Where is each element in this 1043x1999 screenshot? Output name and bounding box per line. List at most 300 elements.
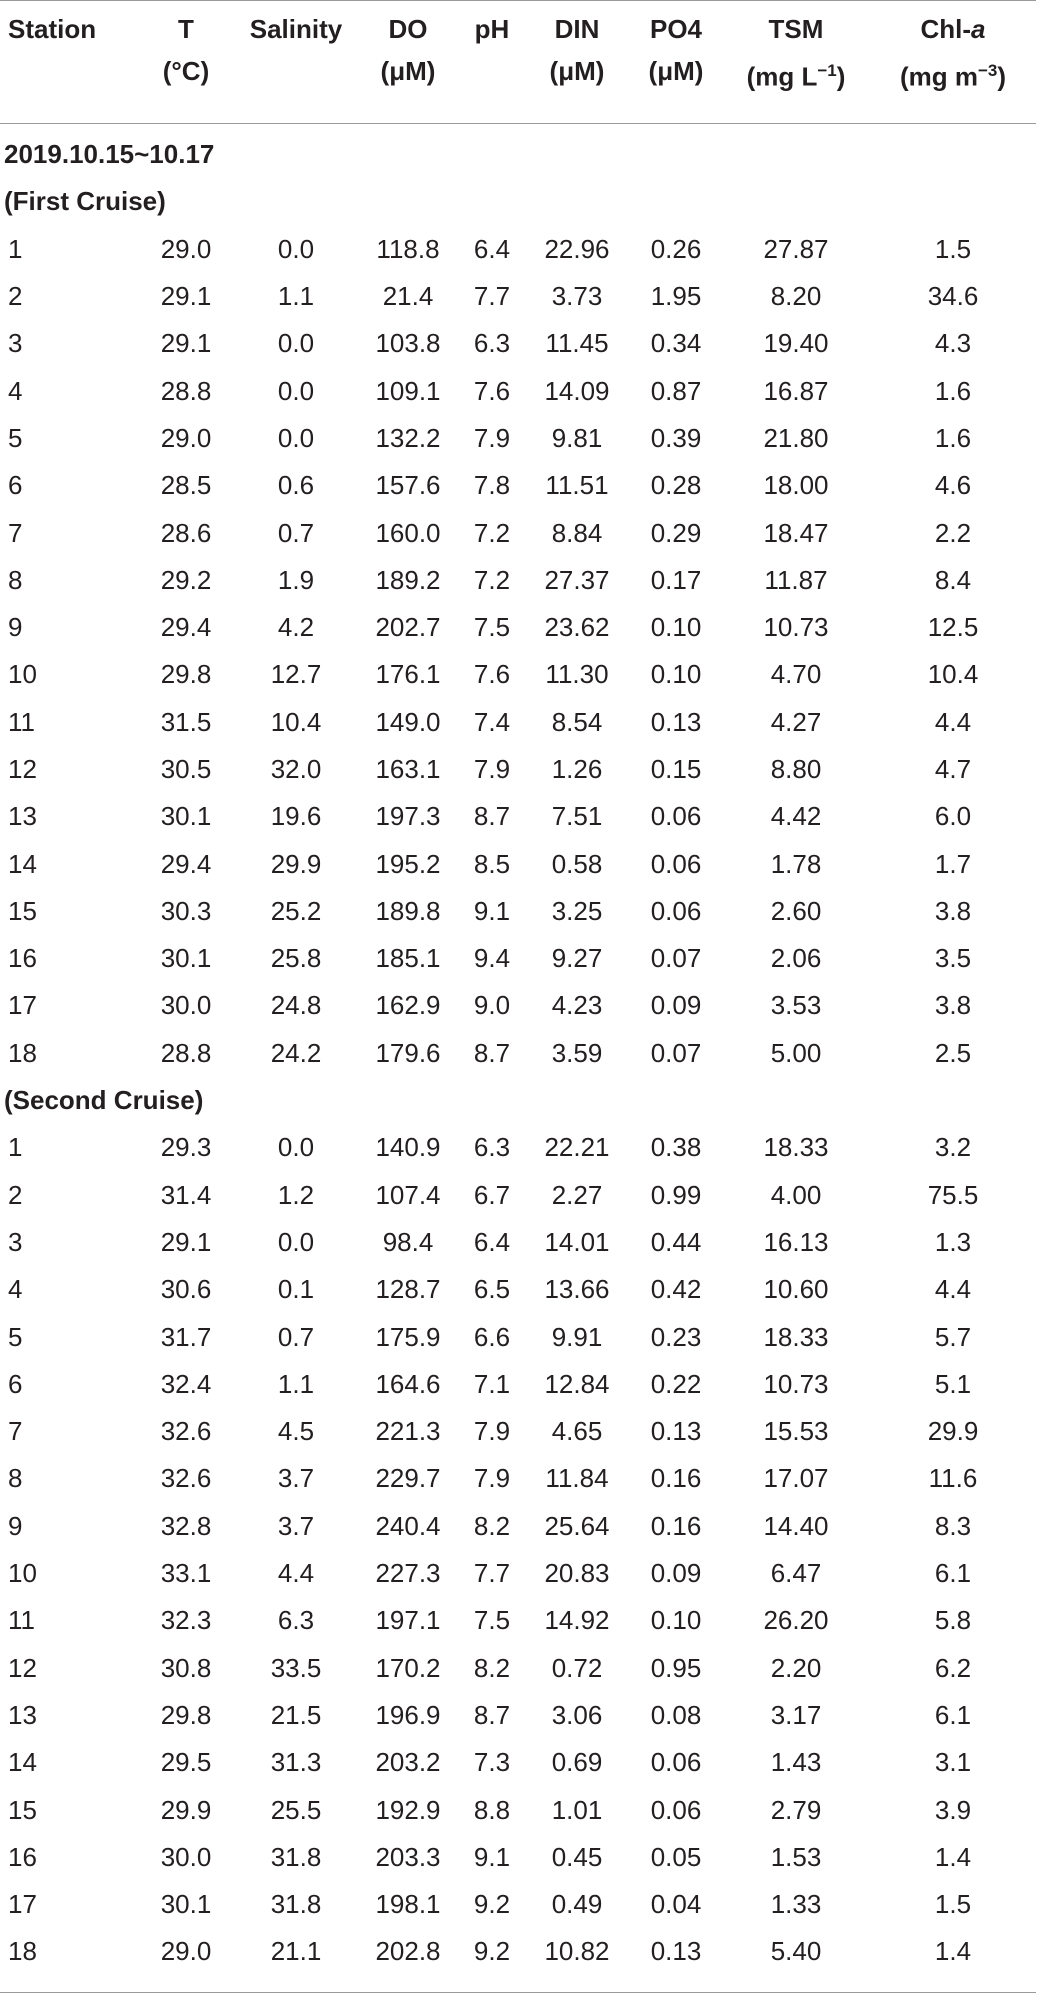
cell-din: 20.83 xyxy=(544,1558,610,1589)
table-row xyxy=(0,1455,1036,1502)
cell-ph: 7.7 xyxy=(473,281,511,312)
cell-do: 195.2 xyxy=(375,848,441,879)
cell-po4: 1.95 xyxy=(650,281,702,312)
cell-t: 29.4 xyxy=(160,848,212,879)
cell-salinity: 33.5 xyxy=(270,1652,322,1683)
cell-ph: 7.2 xyxy=(473,517,511,548)
table-row xyxy=(0,1645,1036,1692)
bottom-rule xyxy=(0,1992,1036,1993)
table-body xyxy=(0,121,1036,1976)
cell-chl-a: 10.4 xyxy=(927,659,979,690)
cell-t: 32.6 xyxy=(160,1463,212,1494)
table-row xyxy=(0,1597,1036,1644)
cell-t: 28.5 xyxy=(160,470,212,501)
cell-din: 3.25 xyxy=(551,895,603,926)
cell-station: 12 xyxy=(8,754,37,784)
cell-do: 140.9 xyxy=(375,1132,441,1163)
cell-salinity: 6.3 xyxy=(277,1605,315,1636)
cell-station: 2 xyxy=(8,281,23,312)
cell-tsm: 10.60 xyxy=(763,1274,829,1305)
cell-station: 6 xyxy=(8,470,23,501)
table-row xyxy=(0,1030,1036,1077)
cell-din: 12.84 xyxy=(544,1368,610,1399)
col-header-salinity: Salinity xyxy=(249,14,343,44)
cell-chl-a: 1.5 xyxy=(934,233,972,264)
table-row xyxy=(0,840,1036,887)
cell-salinity: 21.1 xyxy=(270,1936,322,1967)
cell-po4: 0.26 xyxy=(650,233,702,264)
cell-po4: 0.17 xyxy=(650,564,702,595)
cell-din: 3.06 xyxy=(551,1699,603,1730)
cell-tsm: 4.70 xyxy=(770,659,822,690)
cell-chl-a: 1.4 xyxy=(934,1841,972,1872)
cell-din: 0.45 xyxy=(551,1841,603,1872)
cell-po4: 0.16 xyxy=(650,1463,702,1494)
cell-salinity: 0.0 xyxy=(277,1132,315,1163)
cell-ph: 8.2 xyxy=(473,1510,511,1541)
cell-po4: 0.06 xyxy=(650,895,702,926)
cell-station: 17 xyxy=(8,990,37,1021)
cell-tsm: 19.40 xyxy=(763,328,829,359)
cell-tsm: 27.87 xyxy=(763,233,829,264)
table-row xyxy=(0,793,1036,840)
cell-po4: 0.28 xyxy=(650,470,702,501)
cell-t: 29.1 xyxy=(160,1226,212,1257)
cell-salinity: 31.8 xyxy=(270,1841,322,1872)
cell-tsm: 4.00 xyxy=(770,1179,822,1210)
cell-do: 198.1 xyxy=(375,1889,441,1920)
cell-t: 30.3 xyxy=(160,895,212,926)
cell-t: 30.5 xyxy=(160,754,212,784)
cell-chl-a: 12.5 xyxy=(927,612,979,643)
cell-tsm: 15.53 xyxy=(763,1416,829,1447)
cell-salinity: 0.0 xyxy=(277,1226,315,1257)
cell-ph: 6.5 xyxy=(473,1274,511,1305)
cell-tsm: 14.40 xyxy=(763,1510,829,1541)
cell-ph: 8.7 xyxy=(473,1037,511,1068)
cell-t: 29.1 xyxy=(160,328,212,359)
table-row xyxy=(0,935,1036,982)
cell-din: 14.09 xyxy=(544,375,610,406)
cell-ph: 7.5 xyxy=(473,612,511,643)
table-row xyxy=(0,1219,1036,1266)
cell-tsm: 5.00 xyxy=(770,1037,822,1068)
cell-din: 13.66 xyxy=(544,1274,610,1305)
cell-ph: 8.8 xyxy=(473,1794,511,1825)
cell-station: 10 xyxy=(8,659,37,690)
cell-do: 21.4 xyxy=(382,281,434,312)
cell-do: 203.2 xyxy=(375,1747,441,1778)
cell-do: 107.4 xyxy=(375,1179,441,1210)
table-row xyxy=(0,1266,1036,1313)
table-row xyxy=(0,1408,1036,1455)
cell-t: 31.4 xyxy=(160,1179,212,1210)
cell-ph: 7.8 xyxy=(473,470,511,501)
cell-tsm: 2.79 xyxy=(770,1794,822,1825)
cell-ph: 7.5 xyxy=(473,1605,511,1636)
cell-din: 3.73 xyxy=(551,281,603,312)
cell-salinity: 19.6 xyxy=(270,801,322,832)
cell-t: 32.6 xyxy=(160,1416,212,1447)
cell-station: 14 xyxy=(8,848,37,879)
cell-tsm: 10.73 xyxy=(763,612,829,643)
cell-do: 118.8 xyxy=(376,233,440,264)
cell-station: 8 xyxy=(8,564,23,595)
cell-ph: 8.5 xyxy=(473,848,511,879)
cell-po4: 0.44 xyxy=(650,1226,702,1257)
table-row xyxy=(0,462,1036,509)
cell-po4: 0.06 xyxy=(650,1794,702,1825)
cell-chl-a: 4.4 xyxy=(934,1274,972,1305)
cell-po4: 0.99 xyxy=(650,1179,702,1210)
cell-po4: 0.38 xyxy=(650,1132,702,1163)
cell-station: 12 xyxy=(8,1652,37,1683)
section-date-row xyxy=(0,121,1036,178)
table-row xyxy=(0,1124,1036,1171)
cell-ph: 7.3 xyxy=(473,1747,511,1778)
cell-tsm: 18.00 xyxy=(763,470,829,501)
cell-chl-a: 5.7 xyxy=(934,1321,972,1352)
cell-station: 3 xyxy=(8,1226,23,1257)
cell-salinity: 25.2 xyxy=(270,895,322,926)
cell-salinity: 0.1 xyxy=(277,1274,315,1305)
cell-po4: 0.06 xyxy=(650,1747,702,1778)
cell-din: 9.27 xyxy=(551,943,603,974)
table-row xyxy=(0,367,1036,414)
cell-salinity: 0.6 xyxy=(277,470,315,501)
cell-do: 221.3 xyxy=(375,1416,441,1447)
cell-salinity: 0.7 xyxy=(277,517,315,548)
cell-ph: 7.7 xyxy=(473,1558,511,1589)
cell-do: 162.9 xyxy=(375,990,441,1021)
cell-tsm: 10.73 xyxy=(763,1368,829,1399)
cell-tsm: 18.33 xyxy=(763,1321,829,1352)
cell-t: 29.0 xyxy=(160,233,212,264)
cell-ph: 7.9 xyxy=(473,1416,511,1447)
cell-din: 0.69 xyxy=(551,1747,603,1778)
cell-station: 8 xyxy=(8,1463,23,1494)
cell-t: 32.4 xyxy=(160,1368,212,1399)
cell-do: 98.4 xyxy=(382,1226,434,1257)
table-row xyxy=(0,888,1036,935)
cell-chl-a: 4.3 xyxy=(934,328,972,359)
section-first-cruise xyxy=(0,178,1036,225)
cell-din: 0.58 xyxy=(551,848,603,879)
cell-ph: 9.1 xyxy=(473,1841,511,1872)
cell-po4: 0.39 xyxy=(650,422,702,453)
cell-po4: 0.07 xyxy=(650,1037,702,1068)
cell-po4: 0.29 xyxy=(650,517,702,548)
cell-station: 9 xyxy=(8,1510,23,1541)
cell-ph: 6.6 xyxy=(473,1321,511,1352)
cell-ph: 6.7 xyxy=(473,1179,511,1210)
col-header-po4: PO4 (μM) xyxy=(648,14,704,86)
col-header-ph: pH xyxy=(474,14,510,44)
cell-ph: 9.2 xyxy=(473,1889,511,1920)
table-row xyxy=(0,746,1036,793)
cell-do: 160.0 xyxy=(375,517,441,548)
cell-tsm: 1.53 xyxy=(770,1841,822,1872)
cell-ph: 6.4 xyxy=(473,1226,511,1257)
cell-chl-a: 6.0 xyxy=(934,801,972,832)
cell-chl-a: 34.6 xyxy=(927,281,979,312)
cell-salinity: 21.5 xyxy=(270,1699,322,1730)
cell-po4: 0.42 xyxy=(650,1274,702,1305)
cell-do: 163.1 xyxy=(375,754,441,784)
cell-do: 197.3 xyxy=(375,801,441,832)
cell-chl-a: 1.4 xyxy=(934,1936,972,1967)
cell-din: 11.45 xyxy=(545,328,609,359)
cell-station: 18 xyxy=(8,1037,37,1068)
col-header-t: T (°C) xyxy=(162,14,210,86)
cell-chl-a: 4.6 xyxy=(934,470,972,501)
cell-tsm: 26.20 xyxy=(763,1605,829,1636)
cell-po4: 0.09 xyxy=(650,990,702,1021)
table-row xyxy=(0,1881,1036,1928)
cell-tsm: 8.20 xyxy=(770,281,822,312)
table-row xyxy=(0,1172,1036,1219)
cell-t: 30.1 xyxy=(160,943,212,974)
cell-t: 30.8 xyxy=(160,1652,212,1683)
cell-din: 0.72 xyxy=(551,1652,603,1683)
cell-chl-a: 5.8 xyxy=(934,1605,972,1636)
cell-do: 189.8 xyxy=(375,895,441,926)
cell-do: 164.6 xyxy=(375,1368,441,1399)
cell-salinity: 1.9 xyxy=(277,564,315,595)
cell-do: 185.1 xyxy=(375,943,441,974)
cell-salinity: 3.7 xyxy=(277,1463,315,1494)
cell-do: 170.2 xyxy=(375,1652,441,1683)
second-cruise-label: (Second Cruise) xyxy=(4,1085,204,1116)
cell-chl-a: 1.3 xyxy=(934,1226,972,1257)
cell-do: 196.9 xyxy=(375,1699,441,1730)
cell-po4: 0.04 xyxy=(650,1889,702,1920)
cell-tsm: 8.80 xyxy=(770,754,822,784)
cell-chl-a: 75.5 xyxy=(927,1179,979,1210)
cell-po4: 0.16 xyxy=(650,1510,702,1541)
cell-po4: 0.34 xyxy=(650,328,702,359)
table-row xyxy=(0,1550,1036,1597)
cell-ph: 9.0 xyxy=(473,990,511,1021)
cell-tsm: 6.47 xyxy=(770,1558,822,1589)
cell-din: 8.84 xyxy=(551,517,603,548)
cell-ph: 6.3 xyxy=(473,328,511,359)
cell-ph: 8.2 xyxy=(473,1652,511,1683)
cell-t: 32.8 xyxy=(160,1510,212,1541)
cell-t: 30.6 xyxy=(160,1274,212,1305)
cell-din: 1.01 xyxy=(551,1794,603,1825)
cell-station: 3 xyxy=(8,328,23,359)
cell-t: 29.1 xyxy=(160,281,212,312)
cell-ph: 7.1 xyxy=(473,1368,511,1399)
cell-salinity: 0.7 xyxy=(277,1321,315,1352)
cell-do: 229.7 xyxy=(375,1463,441,1494)
table-row xyxy=(0,415,1036,462)
cell-ph: 8.7 xyxy=(473,801,511,832)
cell-salinity: 0.0 xyxy=(277,328,315,359)
cell-din: 14.01 xyxy=(544,1226,610,1257)
cell-ph: 7.9 xyxy=(473,1463,511,1494)
cell-do: 203.3 xyxy=(375,1841,441,1872)
cell-salinity: 1.2 xyxy=(277,1179,315,1210)
cell-ph: 7.6 xyxy=(473,375,511,406)
cell-din: 0.49 xyxy=(551,1889,603,1920)
cell-chl-a: 5.1 xyxy=(934,1368,972,1399)
cell-t: 28.6 xyxy=(160,517,212,548)
cell-do: 179.6 xyxy=(375,1037,441,1068)
cell-ph: 7.2 xyxy=(473,564,511,595)
cell-do: 192.9 xyxy=(375,1794,441,1825)
cell-po4: 0.10 xyxy=(650,659,702,690)
cell-t: 29.8 xyxy=(160,659,212,690)
cell-din: 14.92 xyxy=(544,1605,610,1636)
cell-station: 7 xyxy=(8,517,23,548)
col-header-din: DIN (μM) xyxy=(549,14,605,86)
table-row xyxy=(0,1786,1036,1833)
cell-ph: 9.2 xyxy=(473,1936,511,1967)
cell-po4: 0.06 xyxy=(650,801,702,832)
cell-chl-a: 3.8 xyxy=(934,895,972,926)
cell-chl-a: 3.9 xyxy=(934,1794,972,1825)
cell-t: 29.9 xyxy=(160,1794,212,1825)
cell-salinity: 0.0 xyxy=(277,422,315,453)
cell-chl-a: 4.7 xyxy=(934,754,972,784)
cell-station: 1 xyxy=(8,1132,23,1163)
cell-t: 30.1 xyxy=(160,801,212,832)
cell-do: 149.0 xyxy=(375,706,441,737)
cell-salinity: 0.0 xyxy=(277,233,315,264)
cell-t: 29.2 xyxy=(160,564,212,595)
cell-po4: 0.95 xyxy=(650,1652,702,1683)
cell-tsm: 2.20 xyxy=(770,1652,822,1683)
cell-salinity: 24.2 xyxy=(270,1037,322,1068)
table-row xyxy=(0,604,1036,651)
cell-chl-a: 6.1 xyxy=(934,1699,972,1730)
first-cruise-label: (First Cruise) xyxy=(4,186,166,217)
cell-tsm: 1.33 xyxy=(770,1889,822,1920)
table-header xyxy=(0,0,1036,121)
cell-do: 132.2 xyxy=(375,422,441,453)
table-row xyxy=(0,1739,1036,1786)
cell-tsm: 18.47 xyxy=(763,517,829,548)
cell-ph: 7.9 xyxy=(473,754,511,784)
cell-din: 11.51 xyxy=(545,470,609,501)
cell-din: 9.91 xyxy=(551,1321,603,1352)
cell-chl-a: 8.4 xyxy=(934,564,972,595)
cell-salinity: 25.8 xyxy=(270,943,322,974)
cell-ph: 7.6 xyxy=(473,659,511,690)
cell-station: 4 xyxy=(8,1274,23,1305)
cell-salinity: 31.3 xyxy=(270,1747,322,1778)
cell-t: 33.1 xyxy=(160,1558,212,1589)
cell-t: 29.3 xyxy=(160,1132,212,1163)
cell-do: 227.3 xyxy=(375,1558,441,1589)
cell-salinity: 4.2 xyxy=(277,612,315,643)
col-header-chl-a: Chl-a (mg $m^{-3}$) xyxy=(899,14,1007,92)
cell-din: 25.64 xyxy=(544,1510,610,1541)
table-row xyxy=(0,509,1036,556)
cell-tsm: 11.87 xyxy=(764,564,828,595)
cell-t: 30.0 xyxy=(160,990,212,1021)
table-row xyxy=(0,982,1036,1029)
cell-tsm: 16.13 xyxy=(763,1226,829,1257)
cell-do: 103.8 xyxy=(375,328,441,359)
cell-po4: 0.13 xyxy=(650,706,702,737)
cell-din: 23.62 xyxy=(544,612,610,643)
cell-station: 1 xyxy=(8,233,23,264)
cell-t: 30.0 xyxy=(160,1841,212,1872)
cell-ph: 9.1 xyxy=(473,895,511,926)
cell-do: 197.1 xyxy=(375,1605,441,1636)
cell-salinity: 1.1 xyxy=(277,1368,315,1399)
cell-din: 4.65 xyxy=(551,1416,603,1447)
col-header-station: Station xyxy=(8,14,97,44)
cell-chl-a: 1.6 xyxy=(934,422,972,453)
cell-t: 28.8 xyxy=(160,1037,212,1068)
cell-po4: 0.07 xyxy=(650,943,702,974)
table-row xyxy=(0,1834,1036,1881)
table-row xyxy=(0,1503,1036,1550)
section-second-cruise xyxy=(0,1077,1036,1124)
cell-chl-a: 11.6 xyxy=(928,1463,978,1494)
cell-chl-a: 3.1 xyxy=(934,1747,972,1778)
cell-do: 128.7 xyxy=(375,1274,441,1305)
table-row xyxy=(0,273,1036,320)
cell-din: 27.37 xyxy=(544,564,610,595)
cell-tsm: 18.33 xyxy=(763,1132,829,1163)
cell-salinity: 24.8 xyxy=(270,990,322,1021)
cell-chl-a: 2.5 xyxy=(934,1037,972,1068)
cell-do: 176.1 xyxy=(375,659,441,690)
cell-t: 31.7 xyxy=(160,1321,212,1352)
cell-station: 11 xyxy=(8,1605,35,1636)
cell-din: 11.30 xyxy=(545,659,609,690)
cell-t: 30.1 xyxy=(160,1889,212,1920)
cell-tsm: 5.40 xyxy=(770,1936,822,1967)
cell-salinity: 29.9 xyxy=(270,848,322,879)
cell-tsm: 17.07 xyxy=(763,1463,829,1494)
cell-salinity: 32.0 xyxy=(270,754,322,784)
table-row xyxy=(0,557,1036,604)
cell-po4: 0.22 xyxy=(650,1368,702,1399)
cell-po4: 0.15 xyxy=(650,754,702,784)
cell-t: 29.5 xyxy=(160,1747,212,1778)
cell-din: 11.84 xyxy=(545,1463,609,1494)
cell-tsm: 4.42 xyxy=(770,801,822,832)
cell-do: 202.8 xyxy=(375,1936,441,1967)
cell-tsm: 3.53 xyxy=(770,990,822,1021)
cell-station: 9 xyxy=(8,612,23,643)
cell-station: 17 xyxy=(8,1889,37,1920)
cell-chl-a: 2.2 xyxy=(934,517,972,548)
cell-po4: 0.13 xyxy=(650,1936,702,1967)
cell-tsm: 2.60 xyxy=(770,895,822,926)
cell-do: 175.9 xyxy=(375,1321,441,1352)
cell-po4: 0.09 xyxy=(650,1558,702,1589)
cell-tsm: 21.80 xyxy=(763,422,829,453)
col-header-do: DO (μM) xyxy=(380,14,436,86)
cell-station: 10 xyxy=(8,1558,37,1589)
cell-station: 5 xyxy=(8,422,23,453)
cell-ph: 6.4 xyxy=(473,233,511,264)
cell-t: 29.4 xyxy=(160,612,212,643)
cell-salinity: 12.7 xyxy=(270,659,322,690)
table-row xyxy=(0,1361,1036,1408)
cell-din: 8.54 xyxy=(551,706,603,737)
cell-chl-a: 3.2 xyxy=(934,1132,972,1163)
cell-ph: 7.4 xyxy=(473,706,511,737)
cell-tsm: 3.17 xyxy=(770,1699,822,1730)
